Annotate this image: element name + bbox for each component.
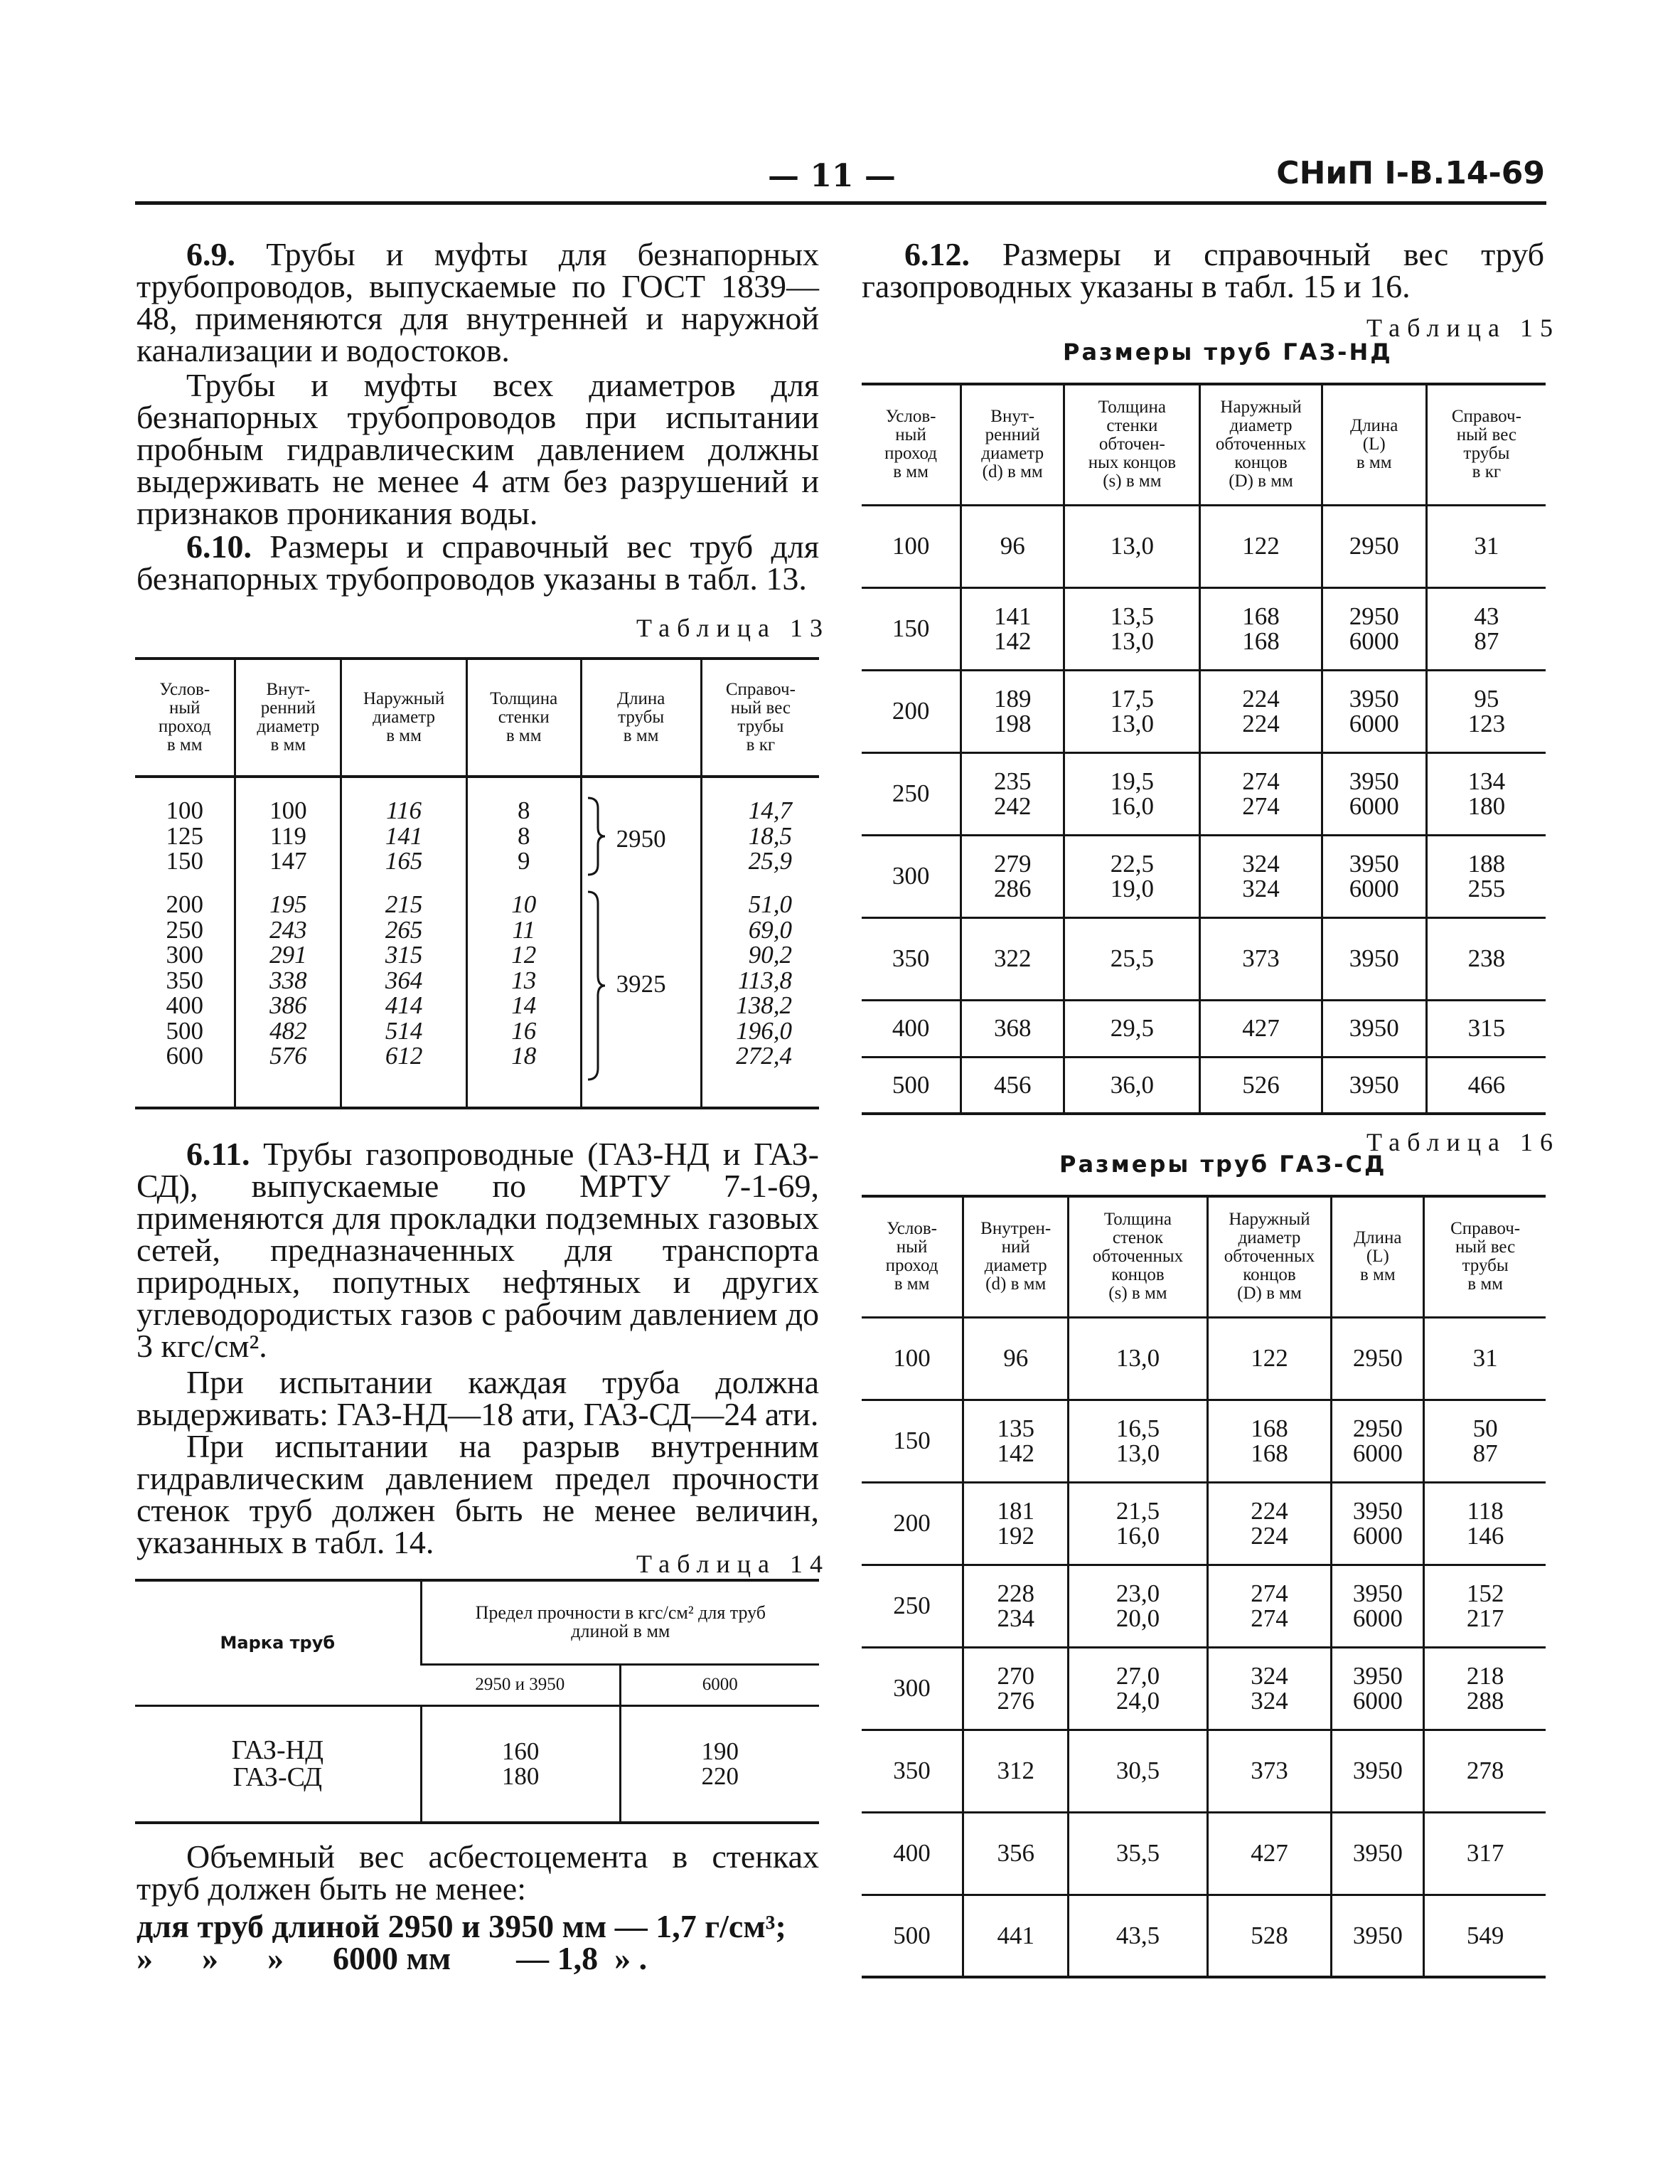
- table-16-title: Размеры труб ГАЗ-СД: [1059, 1151, 1387, 1178]
- t16-header-4: Наружный диаметр обточенных концов (D) в мм: [1207, 1196, 1332, 1317]
- table-row: [862, 1000, 1546, 1057]
- t15-header-3: Толщина стенки обточен- ных концов (s) в мм: [1064, 384, 1200, 505]
- t16-header-1: Услов- ный проход в мм: [862, 1196, 963, 1317]
- table-cell: 317: [1424, 1812, 1546, 1895]
- table-cell: 150: [892, 614, 930, 643]
- table-cell: 3950: [1322, 1000, 1426, 1057]
- table-cell: 235 242: [961, 752, 1064, 835]
- section-6-9-number: 6.9.: [186, 236, 235, 272]
- table-cell: 2950 6000: [1322, 587, 1426, 670]
- table-cell: 427: [1200, 1000, 1322, 1057]
- section-6-12: [862, 238, 1544, 302]
- table-13: [135, 657, 819, 1109]
- table-cell: 96: [961, 505, 1064, 587]
- table-cell: 400: [893, 1839, 931, 1868]
- table-cell: 31: [1426, 505, 1546, 587]
- table-cell: 356: [963, 1812, 1069, 1895]
- bottom-line-2: » » » 6000 мм — 1,8 » .: [137, 1940, 648, 1976]
- table-cell: 31: [1424, 1317, 1546, 1400]
- table-cell: 2950 6000: [1332, 1400, 1424, 1482]
- t13-g1-col3: 116 141 165: [341, 777, 467, 890]
- table-cell: 168 168: [1200, 587, 1322, 670]
- table-cell: 324 324: [1207, 1647, 1332, 1730]
- table-row: [862, 752, 1546, 835]
- table-cell: 100: [893, 1344, 931, 1373]
- table-row: [862, 1730, 1546, 1812]
- table-cell: 122: [1207, 1317, 1332, 1400]
- t15-header-1: Услов- ный проход в мм: [862, 384, 961, 505]
- table-cell: 300: [893, 1674, 931, 1703]
- table-cell: 25,5: [1064, 917, 1200, 1000]
- section-6-12-number: 6.12.: [904, 236, 970, 272]
- table-row: [862, 1400, 1546, 1482]
- table-cell: 350: [892, 944, 930, 973]
- t14-values-1: 160 180: [421, 1705, 620, 1823]
- t15-header-5: Длина (L) в мм: [1322, 384, 1426, 505]
- table-cell: 278: [1424, 1730, 1546, 1812]
- table-cell: 3950 6000: [1332, 1482, 1424, 1565]
- table-cell: 441: [963, 1895, 1069, 1977]
- brace-icon: [585, 797, 606, 876]
- table-cell: 188 255: [1426, 835, 1546, 917]
- t14-sub-2: 6000: [620, 1664, 819, 1705]
- table-cell: 3950 6000: [1332, 1647, 1424, 1730]
- table-cell: 150: [893, 1427, 931, 1455]
- t16-header-3: Толщина стенок обточенных концов (s) в мм: [1069, 1196, 1207, 1317]
- header-rule: [135, 201, 1546, 205]
- section-6-9-text: Трубы и муфты для безнапорных трубопроводов, выпускаемые по ГОСТ 1839—48, применяются для внутренней и наружной канализации и водостоков.: [137, 236, 820, 368]
- table-row: [862, 1895, 1546, 1977]
- table-cell: 23,0 20,0: [1069, 1565, 1207, 1647]
- table-cell: 218 288: [1424, 1647, 1546, 1730]
- table-cell: 168 168: [1207, 1400, 1332, 1482]
- section-6-11: [137, 1138, 819, 1558]
- table-cell: 3950 6000: [1322, 835, 1426, 917]
- table-cell: 3950 6000: [1322, 752, 1426, 835]
- section-6-10-text: Размеры и справочный вес труб для безнапорных трубопроводов указаны в табл. 13.: [137, 528, 819, 597]
- table-cell: 224 224: [1207, 1482, 1332, 1565]
- table-cell: 96: [963, 1317, 1069, 1400]
- table-row: [862, 917, 1546, 1000]
- table-cell: 324 324: [1200, 835, 1322, 917]
- table-cell: 189 198: [961, 670, 1064, 752]
- t13-g2-col1: 200 250 300 350 400 500 600: [166, 890, 203, 1070]
- document-code: СНиП I-В.14-69: [1276, 155, 1545, 191]
- table-cell: 350: [893, 1757, 931, 1785]
- table-cell: 50 87: [1424, 1400, 1546, 1482]
- section-6-10-number: 6.10.: [186, 528, 252, 565]
- t13-header-1: Услов- ный проход в мм: [135, 659, 235, 777]
- t14-header-span: Предел прочности в кгс/см² для труб длиной в мм: [421, 1580, 819, 1664]
- table-cell: 322: [961, 917, 1064, 1000]
- bottom-text: Объемный вес асбестоцемента в стенках труб должен быть не менее:: [137, 1838, 819, 1907]
- table-cell: 274 274: [1207, 1565, 1332, 1647]
- table-cell: 250: [893, 1592, 931, 1620]
- table-row: [862, 1812, 1546, 1895]
- table-cell: 3950: [1322, 917, 1426, 1000]
- table-cell: 400: [892, 1014, 930, 1043]
- t13-g2-col4: 10 11 12 13 14 16 18: [466, 890, 581, 1108]
- section-6-11-number: 6.11.: [186, 1136, 250, 1172]
- t13-group-2: [135, 890, 819, 1108]
- table-cell: 250: [892, 779, 930, 808]
- table-cell: 315: [1426, 1000, 1546, 1057]
- table-cell: 21,5 16,0: [1069, 1482, 1207, 1565]
- table-cell: 300: [892, 862, 930, 890]
- table-row: [862, 670, 1546, 752]
- t14-header-mark: Марка труб: [135, 1580, 421, 1705]
- t13-g1-col4: 8 8 9: [466, 777, 581, 890]
- table-cell: 27,0 24,0: [1069, 1647, 1207, 1730]
- table-13-caption: Таблица 13: [636, 614, 830, 642]
- t13-g1-col6: 14,7 18,5 25,9: [701, 777, 819, 890]
- table-cell: 13,5 13,0: [1064, 587, 1200, 670]
- table-cell: 3950 6000: [1332, 1565, 1424, 1647]
- section-6-11-text: Трубы газопроводные (ГАЗ-НД и ГАЗ-СД), выпускаемые по МРТУ 7-1-69, применяются для прокладки подземных газовых сетей, предназначенных для транспорта природных, попутных нефтяных и других углеводородистых газов с рабочим давлением до 3 кгс/см².: [137, 1136, 819, 1364]
- table-cell: 16,5 13,0: [1069, 1400, 1207, 1482]
- table-row: [862, 587, 1546, 670]
- table-14: [135, 1579, 819, 1824]
- section-6-9-text2: Трубы и муфты всех диаметров для безнапорных трубопроводов при испытании пробным гидравлическим давлением должны выдерживать не менее 4 атм без разрушений и признаков проникания воды.: [137, 367, 819, 531]
- table-cell: 466: [1426, 1057, 1546, 1114]
- table-cell: 2950: [1332, 1317, 1424, 1400]
- table-cell: 279 286: [961, 835, 1064, 917]
- table-cell: 549: [1424, 1895, 1546, 1977]
- t13-g2-col5: [581, 890, 701, 1108]
- t13-g2-col6: 51,0 69,0 90,2 113,8 138,2 196,0 272,4: [701, 890, 819, 1108]
- table-cell: 22,5 19,0: [1064, 835, 1200, 917]
- t13-header-5: Длина трубы в мм: [581, 659, 701, 777]
- t13-header-2: Внут- ренний диаметр в мм: [235, 659, 341, 777]
- t13-header-4: Толщина стенки в мм: [466, 659, 581, 777]
- table-16-caption: Таблица 16: [1366, 1128, 1560, 1156]
- bottom-line-1: для труб длиной 2950 и 3950 мм — 1,7 г/см³;: [137, 1908, 786, 1944]
- brace-icon: [585, 890, 606, 1081]
- table-row: [862, 505, 1546, 587]
- table-cell: 2950: [1322, 505, 1426, 587]
- table-cell: 95 123: [1426, 670, 1546, 752]
- table-cell: 100: [892, 532, 930, 560]
- table-cell: 373: [1200, 917, 1322, 1000]
- t14-values-2: 190 220: [620, 1705, 819, 1823]
- table-row: [862, 1317, 1546, 1400]
- t16-header-2: Внутрен- ний диаметр (d) в мм: [963, 1196, 1069, 1317]
- table-cell: 224 224: [1200, 670, 1322, 752]
- table-cell: 200: [893, 1509, 931, 1538]
- table-cell: 134 180: [1426, 752, 1546, 835]
- table-cell: 43,5: [1069, 1895, 1207, 1977]
- table-cell: 43 87: [1426, 587, 1546, 670]
- table-cell: 29,5: [1064, 1000, 1200, 1057]
- page-number: — 11 —: [768, 158, 896, 194]
- bottom-paragraph: [137, 1838, 819, 1976]
- t13-header-3: Наружный диаметр в мм: [341, 659, 467, 777]
- t16-header-5: Длина (L) в мм: [1332, 1196, 1424, 1317]
- section-6-11-text3: При испытании на разрыв внутренним гидравлическим давлением предел прочности стенок труб должен быть не менее величин, указанных в табл. 14.: [137, 1428, 819, 1560]
- t15-header-4: Наружный диаметр обточенных концов (D) в мм: [1200, 384, 1322, 505]
- t15-header-6: Справоч- ный вес трубы в кг: [1426, 384, 1546, 505]
- t13-g1-col5: [581, 777, 701, 890]
- table-cell: 152 217: [1424, 1565, 1546, 1647]
- t13-g1-col1: 100 125 150: [166, 797, 203, 875]
- table-cell: 528: [1207, 1895, 1332, 1977]
- table-cell: 19,5 16,0: [1064, 752, 1200, 835]
- table-cell: 270 276: [963, 1647, 1069, 1730]
- table-cell: 13,0: [1069, 1317, 1207, 1400]
- table-cell: 312: [963, 1730, 1069, 1812]
- section-6-12-text: Размеры и справочный вес труб газопроводных указаны в табл. 15 и 16.: [862, 236, 1545, 304]
- table-cell: 274 274: [1200, 752, 1322, 835]
- t13-header-6: Справоч- ный вес трубы в кг: [701, 659, 819, 777]
- t16-header-6: Справоч- ный вес трубы в мм: [1424, 1196, 1546, 1317]
- table-15-caption: Таблица 15: [1366, 314, 1560, 342]
- table-15-title: Размеры труб ГАЗ-НД: [1063, 339, 1393, 366]
- t13-g2-col2: 195 243 291 338 386 482 576: [235, 890, 341, 1108]
- table-cell: 500: [893, 1922, 931, 1949]
- table-row: [862, 1565, 1546, 1647]
- table-cell: 526: [1200, 1057, 1322, 1114]
- t13-group-1: [135, 777, 819, 890]
- t13-g1-col2: 100 119 147: [235, 777, 341, 890]
- table-row: [862, 835, 1546, 917]
- table-cell: 3950 6000: [1322, 670, 1426, 752]
- section-6-11-text2: При испытании каждая труба должна выдерживать: ГАЗ-НД—18 ати, ГАЗ-СД—24 ати.: [137, 1364, 819, 1432]
- table-cell: 13,0: [1064, 505, 1200, 587]
- t14-sub-1: 2950 и 3950: [421, 1664, 620, 1705]
- table-cell: 3950: [1332, 1812, 1424, 1895]
- table-row: [862, 1057, 1546, 1114]
- table-cell: 35,5: [1069, 1812, 1207, 1895]
- table-cell: 228 234: [963, 1565, 1069, 1647]
- table-row: [862, 1647, 1546, 1730]
- table-cell: 141 142: [961, 587, 1064, 670]
- table-cell: 122: [1200, 505, 1322, 587]
- table-cell: 36,0: [1064, 1057, 1200, 1114]
- table-cell: 181 192: [963, 1482, 1069, 1565]
- t14-marks: ГАЗ-НД ГАЗ-СД: [231, 1735, 323, 1793]
- t13-g2-length: 3925: [616, 970, 666, 998]
- table-cell: 3950: [1332, 1895, 1424, 1977]
- table-cell: 17,5 13,0: [1064, 670, 1200, 752]
- table-cell: 427: [1207, 1812, 1332, 1895]
- table-cell: 118 146: [1424, 1482, 1546, 1565]
- table-16: [862, 1195, 1546, 1978]
- table-15: [862, 383, 1546, 1115]
- table-cell: 3950: [1332, 1730, 1424, 1812]
- t13-g2-col3: 215 265 315 364 414 514 612: [341, 890, 467, 1108]
- table-14-caption: Таблица 14: [636, 1550, 830, 1578]
- table-cell: 238: [1426, 917, 1546, 1000]
- t15-header-2: Внут- ренний диаметр (d) в мм: [961, 384, 1064, 505]
- section-6-9: [137, 238, 819, 595]
- table-row: [862, 1482, 1546, 1565]
- table-cell: 30,5: [1069, 1730, 1207, 1812]
- table-cell: 135 142: [963, 1400, 1069, 1482]
- table-cell: 200: [892, 697, 930, 725]
- table-cell: 456: [961, 1057, 1064, 1114]
- table-cell: 500: [892, 1071, 930, 1099]
- table-cell: 3950: [1322, 1057, 1426, 1114]
- table-cell: 368: [961, 1000, 1064, 1057]
- table-cell: 373: [1207, 1730, 1332, 1812]
- t13-g1-length: 2950: [616, 825, 666, 853]
